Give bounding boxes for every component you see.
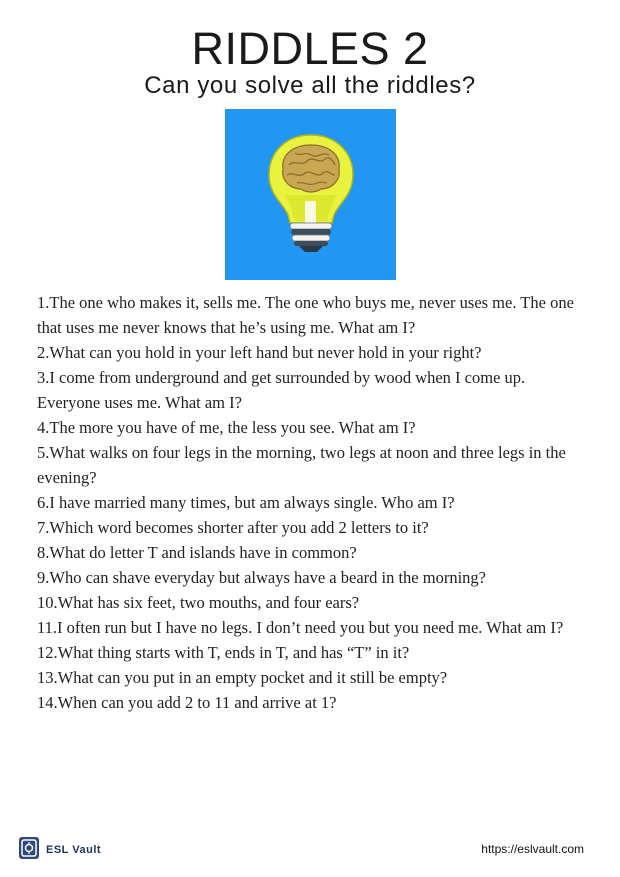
riddle-item	[37, 590, 587, 615]
page-title: RIDDLES 2	[191, 23, 429, 74]
riddle-item	[37, 540, 587, 565]
riddle-number: 8.	[37, 543, 50, 562]
riddle-text: What can you put in an empty pocket and it still be empty?	[57, 668, 448, 687]
riddle-item	[37, 415, 587, 440]
riddle-item	[37, 640, 587, 665]
riddle-text: When can you add 2 to 11 and arrive at 1?	[57, 693, 337, 712]
bulb-base	[290, 223, 332, 229]
riddle-text: I come from underground and get surrounded by wood when I come up. Everyone uses me. What am I?	[37, 368, 526, 412]
page-subtitle: Can you solve all the riddles?	[144, 72, 476, 99]
riddle-number: 9.	[37, 568, 50, 587]
website-link[interactable]: https://eslvault.com	[481, 842, 584, 856]
riddle-number: 5.	[37, 443, 50, 462]
riddle-number: 14.	[37, 693, 58, 712]
riddle-number: 1.	[37, 293, 50, 312]
riddle-text: What do letter T and islands have in common?	[49, 543, 357, 562]
riddle-item	[37, 490, 587, 515]
riddle-item	[37, 440, 587, 490]
riddle-text: What has six feet, two mouths, and four ears?	[57, 593, 360, 612]
riddle-item	[37, 565, 587, 590]
riddle-number: 4.	[37, 418, 50, 437]
riddle-number: 6.	[37, 493, 50, 512]
esl-vault-logo-icon	[18, 836, 40, 865]
riddle-text: What can you hold in your left hand but never hold in your right?	[49, 343, 482, 362]
riddle-item	[37, 365, 587, 415]
riddle-number: 11.	[37, 618, 58, 637]
riddle-number: 12.	[37, 643, 58, 662]
lightbulb-brain-icon	[225, 109, 396, 280]
riddle-text: The one who makes it, sells me. The one who buys me, never uses me. The one that uses me never knows that he’s using me. What am I?	[37, 293, 574, 337]
riddle-number: 2.	[37, 343, 50, 362]
riddle-number: 10.	[37, 593, 58, 612]
riddle-item	[37, 615, 587, 640]
riddle-text: I often run but I have no legs. I don’t need you but you need me. What am I?	[57, 618, 564, 637]
riddle-text: I have married many times, but am always single. Who am I?	[49, 493, 455, 512]
riddle-item	[37, 690, 587, 715]
riddle-item	[37, 665, 587, 690]
riddle-text: Which word becomes shorter after you add 2 letters to it?	[49, 518, 429, 537]
brand-name: ESL Vault	[46, 844, 102, 856]
riddle-list	[37, 290, 587, 715]
bulb-filament	[305, 201, 316, 223]
riddle-item	[37, 290, 587, 340]
riddle-item	[37, 340, 587, 365]
riddle-number: 3.	[37, 368, 50, 387]
riddle-text: Who can shave everyday but always have a beard in the morning?	[49, 568, 486, 587]
riddle-text: What walks on four legs in the morning, two legs at noon and three legs in the evening?	[37, 443, 566, 487]
riddle-number: 7.	[37, 518, 50, 537]
riddle-number: 13.	[37, 668, 58, 687]
brain-shape	[283, 145, 340, 192]
brand-logo	[18, 837, 101, 863]
riddle-text: The more you have of me, the less you see. What am I?	[49, 418, 416, 437]
riddle-item	[37, 515, 587, 540]
riddle-text: What thing starts with T, ends in T, and has “T” in it?	[57, 643, 410, 662]
